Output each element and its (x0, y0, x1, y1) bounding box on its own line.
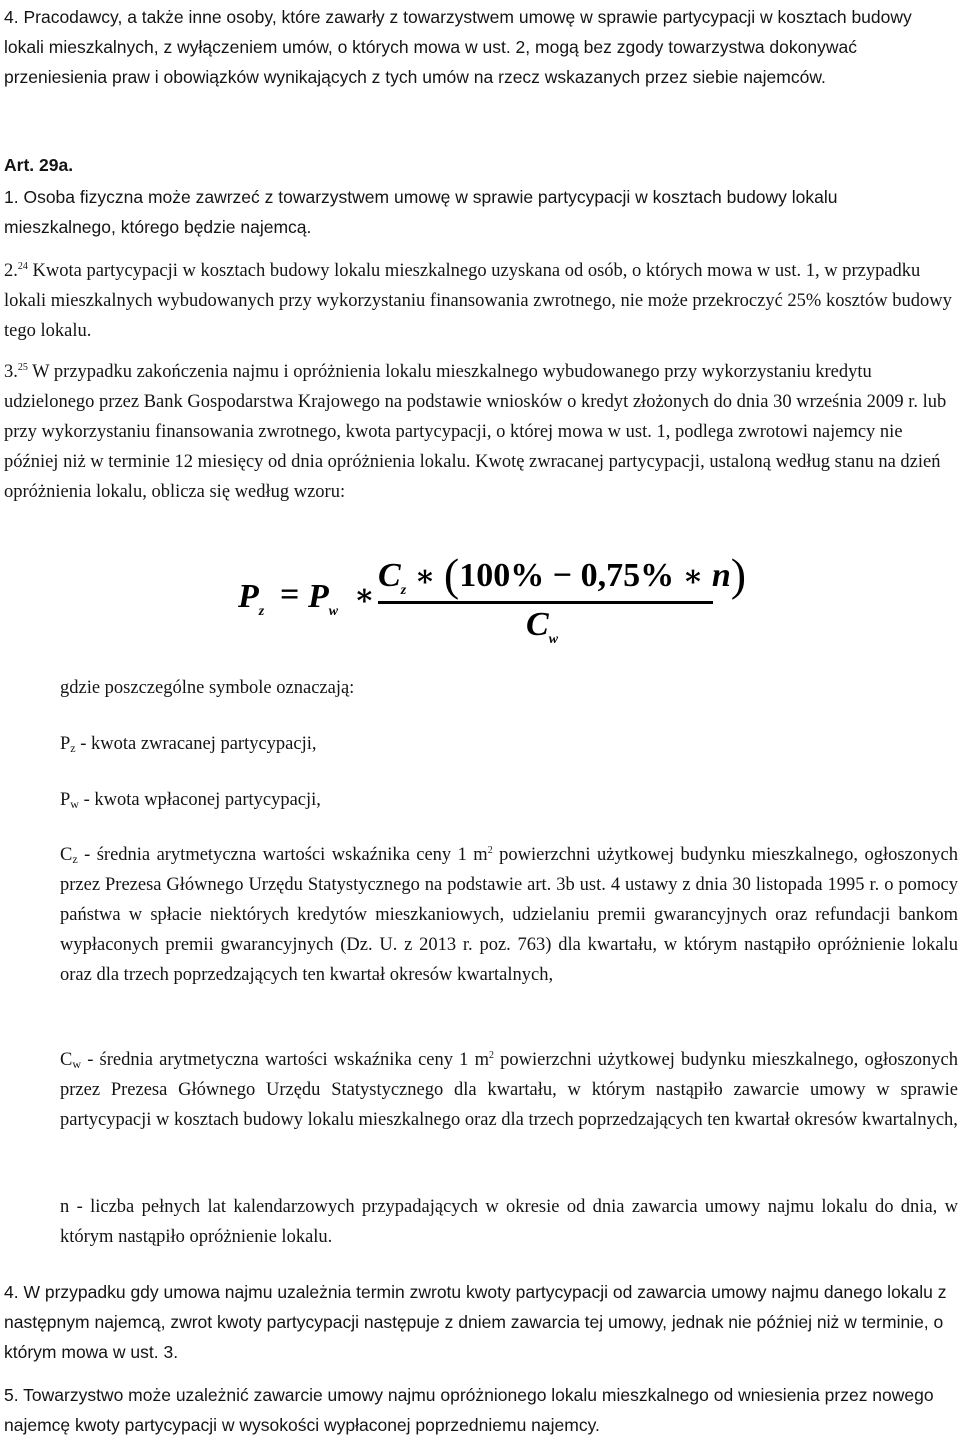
paragraph-4: 4. W przypadku gdy umowa najmu uzależnia termin zwrotu kwoty partycypacji od zawarcia umowy najmu danego lokalu z następnym najemcą, zwrot kwoty partycypacji następuje z dniem zawarcia tej umowy, jednak nie później niż w terminie, o którym mowa w ust. 3. (4, 1282, 947, 1362)
footnote-ref-25: 25 (17, 362, 28, 373)
formula-minus: − (544, 557, 581, 594)
definition-cw (60, 1045, 958, 1135)
pz-text: - kwota zwracanej partycypacji, (75, 734, 317, 754)
paragraph-3 (4, 357, 954, 507)
cz-subscript: z (72, 852, 78, 866)
pw-subscript: w (70, 797, 79, 811)
paragraph-3-text: W przypadku zakończenia najmu i opróżnienia lokalu mieszkalnego wybudowanego przy wykorzystaniu kredytu udzielonego przez Bank Gospodarstwa Krajowego na podstawie wniosków o kredyt złożonych do dnia 30 września 2009 r. lub przy wykorzystaniu finansowania zwrotnego, kwota partycypacji, o której mowa w ust. 1, podlega zwrotowi najemcy nie później niż w terminie 12 miesięcy od dnia opróżnienia lokalu. Kwotę zwracanej partycypacji, ustaloną według stanu na dzień opróżnienia lokalu, oblicza się według wzoru: (4, 362, 947, 502)
formula-rate: 0,75% (580, 557, 675, 594)
cw-superscript: 2 (489, 1050, 494, 1061)
pz-subscript: z (70, 741, 76, 755)
definitions-intro: gdzie poszczególne symbole oznaczają: (60, 678, 355, 698)
formula-numerator (378, 548, 746, 601)
formula-pw (308, 578, 339, 619)
cz-text-b: powierzchni użytkowej budynku mieszkalnego, ogłoszonych przez Prezesa Głównego Urzędu Statystycznego na podstawie art. 3b ust. 4 ustawy z dnia 30 listopada 1995 r. o pomocy państwa w spłacie niektórych kredytów mieszkaniowych, udzielaniu premii gwarancyjnych oraz refundacji bankom wypłaconych premii gwarancyjnych (Dz. U. z 2013 r. poz. 763) dla kwartału, w którym nastąpiło opróżnienie lokalu oraz dla trzech poprzedzających ten kwartał okresów kwartalnych, (60, 845, 958, 985)
paragraph-2-number: 2. (4, 261, 18, 281)
paragraph-4-transfer: 4. Pracodawcy, a także inne osoby, które zawarły z towarzystwem umowę w sprawie partycypacji w kosztach budowy lokali mieszkalnych, z wyłączeniem umów, o których mowa w ust. 2, mogą bez zgody towarzystwa dokonywać przeniesienia praw i obowiązków wynikających z tych umów na rzecz wskazanych przez siebie najemców. (4, 7, 912, 87)
paragraph-1: 1. Osoba fizyczna może zawrzeć z towarzystwem umowę w sprawie partycypacji w kosztach budowy lokalu mieszkalnego, którego będzie najemcą. (4, 187, 838, 237)
cz-text-a: - średnia arytmetyczna wartości wskaźnika ceny 1 m (77, 845, 488, 865)
formula-n: n (711, 557, 731, 594)
formula-equals: = (280, 576, 300, 613)
formula-pz-symbol: P (238, 578, 259, 615)
formula-pw-subscript: w (328, 604, 339, 619)
cw-subscript: w (72, 1057, 82, 1071)
formula-lhs (238, 578, 265, 619)
pz-symbol: P (60, 734, 71, 754)
formula-multiply-2: ∗ (414, 560, 436, 593)
article-heading: Art. 29a. (4, 155, 74, 175)
formula-fraction-bar (378, 601, 713, 604)
cw-text-a: - średnia arytmetyczna wartości wskaźnika ceny 1 m (81, 1050, 489, 1070)
formula-100-percent: 100% (459, 557, 545, 594)
formula-denominator (526, 606, 559, 647)
cw-text-b: powierzchni użytkowej budynku mieszkalnego, ogłoszonych przez Prezesa Głównego Urzędu Statystycznego dla kwartału, w którym nastąpiło zawarcie umowy w sprawie partycypacji w kosztach budowy lokalu mieszkalnego oraz dla trzech poprzedzających ten kwartał okresów kwartalnych, (60, 1050, 958, 1130)
formula-multiply: ∗ (354, 579, 375, 612)
formula-cz-subscript: z (400, 583, 407, 598)
cz-superscript: 2 (487, 845, 493, 856)
formula-multiply-3: ∗ (682, 560, 704, 593)
paragraph-3-number: 3. (4, 362, 18, 382)
definition-cz (60, 840, 958, 990)
paragraph-2 (4, 256, 954, 346)
formula-pz-subscript: z (258, 604, 265, 619)
formula-open-paren: ( (443, 549, 460, 600)
pw-text: - kwota wpłaconej partycypacji, (78, 790, 321, 810)
definition-pz (60, 729, 958, 759)
cw-symbol: C (60, 1050, 73, 1070)
formula-cz-symbol: C (378, 557, 401, 594)
paragraph-2-text: Kwota partycypacji w kosztach budowy lokalu mieszkalnego uzyskana od osób, o których mowa w ust. 1, w przypadku lokali mieszkalnych wybudowanych przy wykorzystaniu finansowania zwrotnego, nie może przekroczyć 25% kosztów budowy tego lokalu. (4, 261, 952, 341)
pw-symbol: P (60, 790, 71, 810)
formula-cw-symbol: C (526, 606, 549, 643)
footnote-ref-24: 24 (17, 261, 28, 272)
formula-pw-symbol: P (308, 578, 329, 615)
formula-cw-subscript: w (548, 632, 559, 647)
definition-pw (60, 785, 958, 815)
paragraph-5: 5. Towarzystwo może uzależnić zawarcie umowy najmu opróżnionego lokalu mieszkalnego od wniesienia przez nowego najemcę kwoty partycypacji w wysokości wypłaconej poprzedniemu najemcy. (4, 1385, 934, 1435)
formula-close-paren: ) (730, 549, 747, 600)
cz-symbol: C (60, 845, 73, 865)
definition-n: n - liczba pełnych lat kalendarzowych przypadających w okresie od dnia zawarcia umowy najmu lokalu do dnia, w którym nastąpiło opróżnienie lokalu. (60, 1197, 958, 1247)
